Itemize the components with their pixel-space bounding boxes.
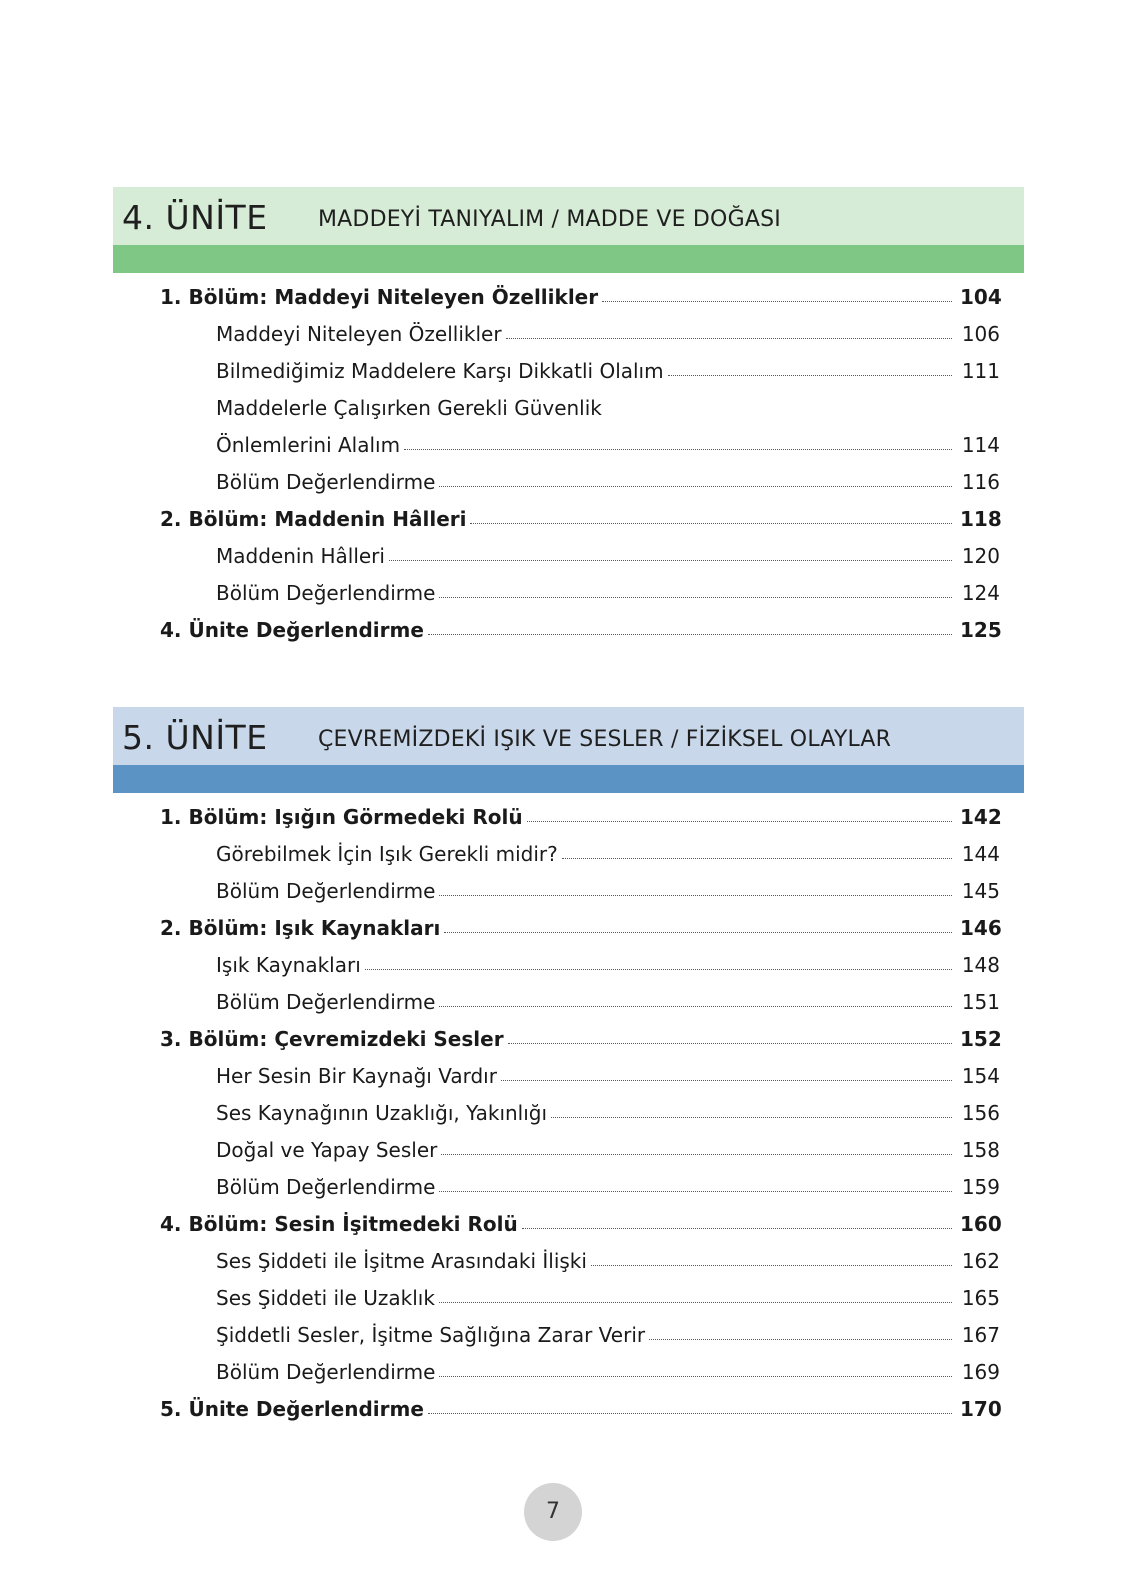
entry-label: 4. Bölüm: Sesin İşitmedeki Rolü (160, 1212, 518, 1236)
toc-section-entry[interactable] (160, 612, 1000, 642)
dot-leader (506, 337, 952, 339)
entry-label: 1. Bölüm: Işığın Görmedeki Rolü (160, 805, 523, 829)
entry-page: 146 (960, 916, 1002, 940)
entry-page: 170 (960, 1397, 1002, 1421)
toc-entry[interactable] (160, 947, 1000, 977)
toc-entry[interactable] (160, 1243, 1000, 1273)
dot-leader (428, 1412, 952, 1414)
unit-header (113, 707, 1024, 765)
toc-entry[interactable] (160, 836, 1000, 866)
dot-leader (522, 1227, 952, 1229)
toc-entry[interactable] (160, 316, 1000, 346)
dot-leader (668, 374, 952, 376)
entry-page: 165 (961, 1286, 1000, 1310)
entry-label: Bölüm Değerlendirme (216, 1175, 436, 1199)
entry-page: 124 (961, 581, 1000, 605)
dot-leader (439, 894, 952, 896)
entry-label: Maddelerle Çalışırken Gerekli Güvenlik (216, 396, 602, 420)
entry-label: 4. Ünite Değerlendirme (160, 618, 424, 642)
entry-label: 3. Bölüm: Çevremizdeki Sesler (160, 1027, 504, 1051)
entry-label: 2. Bölüm: Işık Kaynakları (160, 916, 441, 940)
toc-entry[interactable] (160, 390, 1000, 420)
entry-label: Ses Şiddeti ile Uzaklık (216, 1286, 435, 1310)
entry-label: Ses Kaynağının Uzaklığı, Yakınlığı (216, 1101, 548, 1125)
entry-page: 160 (960, 1212, 1002, 1236)
toc-entry[interactable] (160, 1095, 1000, 1125)
entry-page: 169 (961, 1360, 1000, 1384)
entry-label: Bilmediğimiz Maddelere Karşı Dikkatli Olalım (216, 359, 664, 383)
dot-leader (501, 1079, 952, 1081)
entry-page: 111 (961, 359, 1000, 383)
toc-entry[interactable] (160, 1058, 1000, 1088)
toc-section-entry[interactable] (160, 1391, 1000, 1421)
unit-5-banner (113, 707, 1024, 793)
unit-stripe (113, 765, 1024, 793)
dot-leader (439, 1301, 952, 1303)
entry-page: 144 (961, 842, 1000, 866)
unit-number: 4. ÜNİTE (122, 198, 268, 237)
dot-leader (439, 596, 952, 598)
page-number: 7 (524, 1483, 582, 1541)
entry-label: Bölüm Değerlendirme (216, 581, 436, 605)
entry-label: Maddeyi Niteleyen Özellikler (216, 322, 502, 346)
entry-label: Önlemlerini Alalım (216, 433, 401, 457)
dot-leader (508, 1042, 952, 1044)
toc-section-entry[interactable] (160, 1206, 1000, 1236)
dot-leader (602, 300, 952, 302)
entry-label: 2. Bölüm: Maddenin Hâlleri (160, 507, 467, 531)
toc-entry[interactable] (160, 873, 1000, 903)
entry-page: 152 (960, 1027, 1002, 1051)
toc-section-entry[interactable] (160, 279, 1000, 309)
dot-leader (439, 1005, 952, 1007)
dot-leader (404, 448, 952, 450)
unit-title: MADDEYİ TANIYALIM / MADDE VE DOĞASI (318, 207, 781, 232)
dot-leader (444, 931, 952, 933)
entry-page: 142 (960, 805, 1002, 829)
entry-page: 156 (961, 1101, 1000, 1125)
dot-leader (551, 1116, 952, 1118)
entry-page: 120 (961, 544, 1000, 568)
entry-page: 154 (961, 1064, 1000, 1088)
entry-page: 159 (961, 1175, 1000, 1199)
unit-4-banner (113, 187, 1024, 273)
toc-entry[interactable] (160, 538, 1000, 568)
dot-leader (527, 820, 952, 822)
entry-label: 1. Bölüm: Maddeyi Niteleyen Özellikler (160, 285, 599, 309)
toc-entry[interactable] (160, 1132, 1000, 1162)
unit-number: 5. ÜNİTE (122, 718, 268, 757)
entry-page: 162 (961, 1249, 1000, 1273)
entry-label: Bölüm Değerlendirme (216, 990, 436, 1014)
dot-leader (439, 485, 952, 487)
toc-section-entry[interactable] (160, 799, 1000, 829)
entry-label: Şiddetli Sesler, İşitme Sağlığına Zarar Verir (216, 1323, 646, 1347)
entry-page: 106 (961, 322, 1000, 346)
dot-leader (428, 633, 952, 635)
entry-label: Görebilmek İçin Işık Gerekli midir? (216, 842, 558, 866)
entry-page: 145 (961, 879, 1000, 903)
dot-leader (562, 857, 952, 859)
unit-stripe (113, 245, 1024, 273)
entry-page: 125 (960, 618, 1002, 642)
dot-leader (439, 1190, 952, 1192)
entry-label: Bölüm Değerlendirme (216, 470, 436, 494)
entry-label: Her Sesin Bir Kaynağı Vardır (216, 1064, 497, 1088)
dot-leader (470, 522, 952, 524)
toc-section-entry[interactable] (160, 1021, 1000, 1051)
entry-page: 148 (961, 953, 1000, 977)
toc-entry[interactable] (160, 353, 1000, 383)
entry-label: Bölüm Değerlendirme (216, 1360, 436, 1384)
toc-entry[interactable] (160, 1280, 1000, 1310)
entry-page: 114 (961, 433, 1000, 457)
toc-section-entry[interactable] (160, 501, 1000, 531)
toc-entry[interactable] (160, 427, 1000, 457)
toc-entry[interactable] (160, 1317, 1000, 1347)
entry-label: Doğal ve Yapay Sesler (216, 1138, 438, 1162)
entry-label: Bölüm Değerlendirme (216, 879, 436, 903)
toc-entry[interactable] (160, 984, 1000, 1014)
entry-label: Işık Kaynakları (216, 953, 361, 977)
unit-title: ÇEVREMİZDEKİ IŞIK VE SESLER / FİZİKSEL OLAYLAR (318, 727, 892, 752)
entry-page: 158 (961, 1138, 1000, 1162)
toc-entry[interactable] (160, 464, 1000, 494)
dot-leader (365, 968, 952, 970)
unit-header (113, 187, 1024, 245)
entry-page: 118 (960, 507, 1002, 531)
dot-leader (591, 1264, 952, 1266)
dot-leader (439, 1375, 952, 1377)
dot-leader (649, 1338, 952, 1340)
toc-entry[interactable] (160, 575, 1000, 605)
toc-entry[interactable] (160, 1169, 1000, 1199)
entry-label: Ses Şiddeti ile İşitme Arasındaki İlişki (216, 1249, 587, 1273)
dot-leader (441, 1153, 952, 1155)
entry-page: 116 (961, 470, 1000, 494)
toc-section-entry[interactable] (160, 910, 1000, 940)
entry-page: 167 (961, 1323, 1000, 1347)
entry-label: Maddenin Hâlleri (216, 544, 385, 568)
entry-page: 104 (960, 285, 1002, 309)
toc-entry[interactable] (160, 1354, 1000, 1384)
entry-page: 151 (961, 990, 1000, 1014)
entry-label: 5. Ünite Değerlendirme (160, 1397, 424, 1421)
dot-leader (389, 559, 952, 561)
